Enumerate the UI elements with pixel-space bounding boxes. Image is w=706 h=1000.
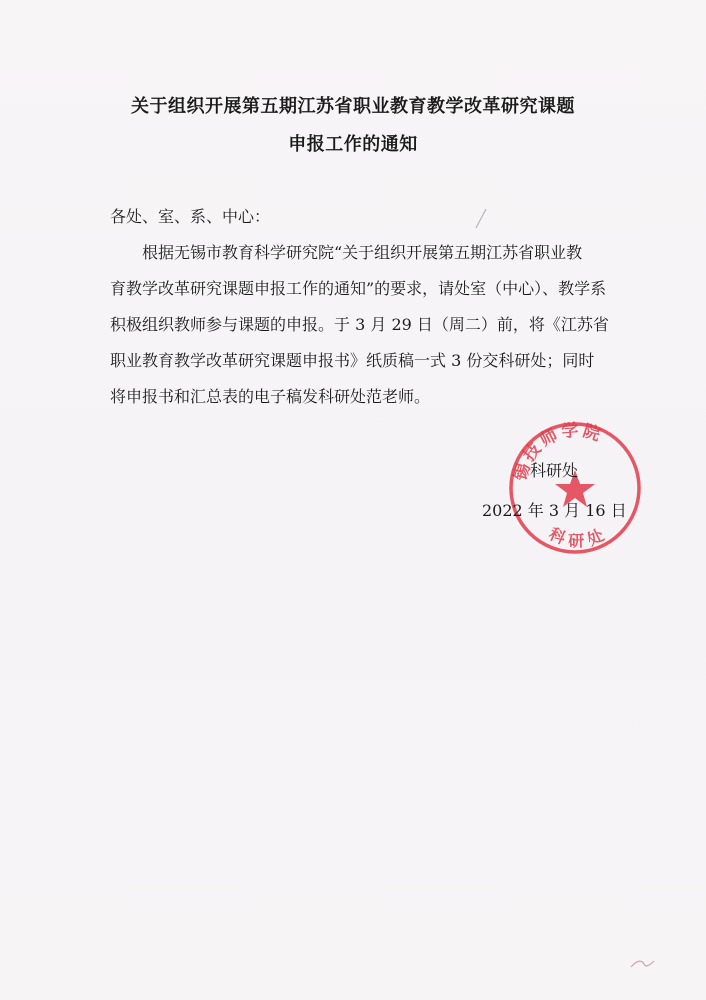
pencil-mark xyxy=(474,208,488,230)
body-line-5: 将申报书和汇总表的电子稿发科研处范老师。 xyxy=(110,387,431,406)
body-line-2: 育教学改革研究课题申报工作的通知”的要求，请处室（中心）、教学系 xyxy=(110,279,607,298)
salutation: 各处、室、系、中心： xyxy=(110,207,271,226)
seal-bottom-text: 科研处 xyxy=(546,522,613,551)
corner-mark xyxy=(628,955,658,973)
body-line-3: 积极组织教师参与课题的申报。于 3 月 29 日（周二）前，将《江苏省 xyxy=(110,315,609,334)
signature-department: 科研处 xyxy=(530,461,579,480)
notice-title-line1: 关于组织开展第五期江苏省职业教育教学改革研究课题 xyxy=(131,96,575,117)
body-line-1: 根据无锡市教育科学研究院“关于组织开展第五期江苏省职业教 xyxy=(142,243,583,262)
official-seal xyxy=(505,418,645,558)
body-line-4: 职业教育教学改革研究课题申报书》纸质稿一式 3 份交科研处；同时 xyxy=(110,351,595,370)
seal-top-text: 锡技师学院 xyxy=(510,420,606,484)
signature-date: 2022 年 3 月 16 日 xyxy=(482,501,627,520)
notice-title-line2: 申报工作的通知 xyxy=(288,134,418,155)
